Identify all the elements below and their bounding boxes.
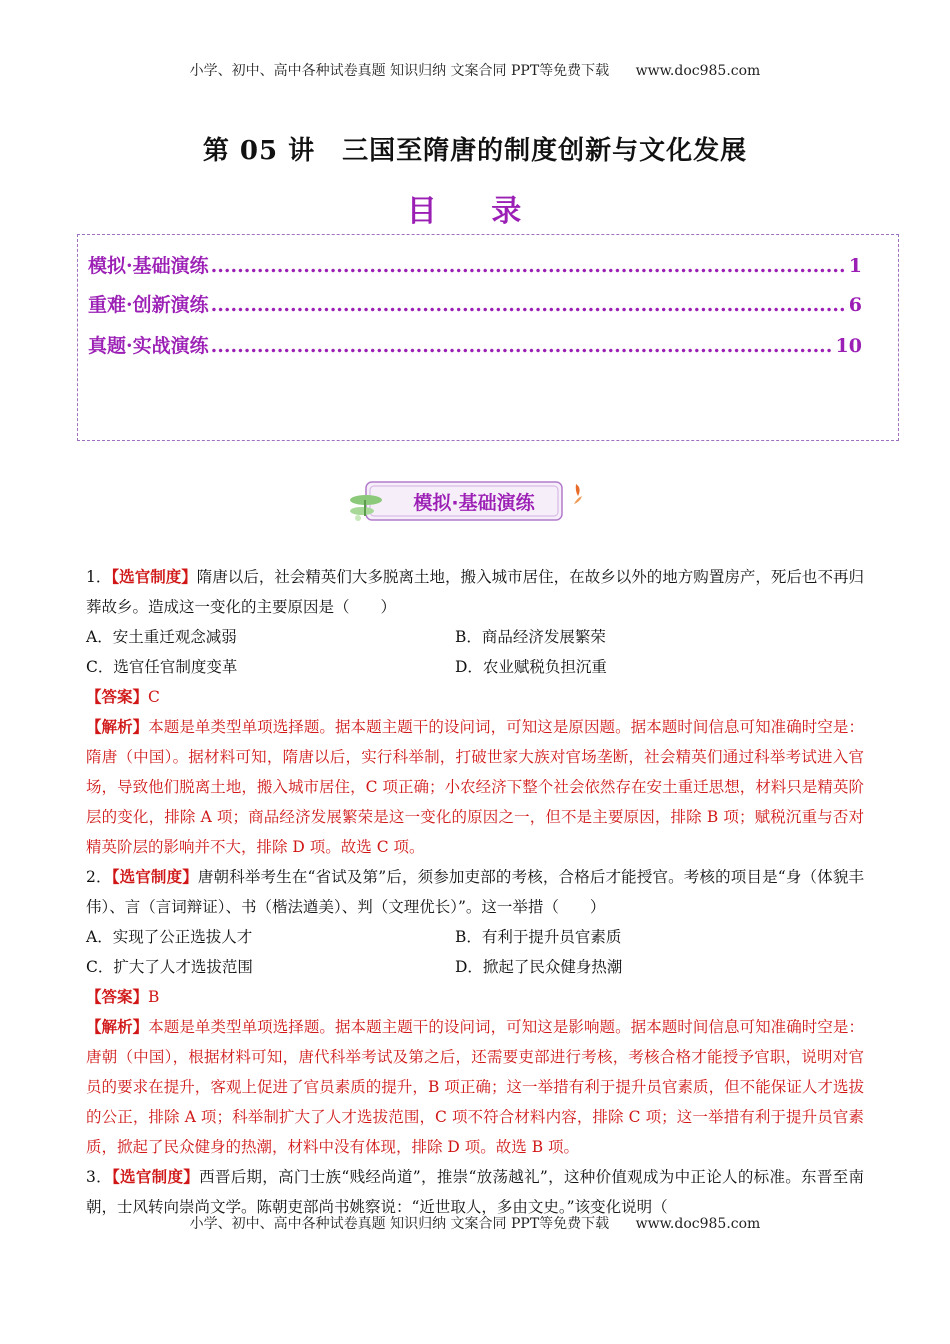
- table-of-contents: [77, 234, 899, 441]
- footer-text: 小学、初中、高中各种试卷真题 知识归纳 文案合同 PPT等免费下载: [189, 1216, 610, 1232]
- toc-leader-dots: [211, 294, 846, 316]
- toc-item-label: 模拟·基础演练: [88, 255, 209, 277]
- question-text: 隋唐以后，社会精英们大多脱离土地，搬入城市居住，在故乡以外的地方购置房产，死后也不再归葬故乡。造成这一变化的主要原因是（ ）: [86, 568, 864, 616]
- question-number: 3．: [86, 1168, 112, 1186]
- option-row: [86, 952, 864, 982]
- question-stem: [86, 562, 864, 622]
- question-text: 西晋后期，高门士族“贱经尚道”，推崇“放荡越礼”，这种价值观成为中正论人的标准。东晋至南朝，士风转向崇尚文学。陈朝吏部尚书姚察说：“近世取人，多由文史。”该变化说明（: [86, 1168, 864, 1216]
- option-row: [86, 652, 864, 682]
- toc-leader-dots: [211, 255, 846, 277]
- option[interactable]: B．商品经济发展繁荣: [455, 628, 606, 646]
- question-list: [86, 562, 864, 1222]
- option[interactable]: D．掀起了民众健身热潮: [455, 958, 623, 976]
- question-tag: 【选官制度】: [111, 1167, 200, 1186]
- answer-label: 【答案】: [86, 987, 149, 1006]
- answer-label: 【答案】: [86, 687, 149, 706]
- option-row: [86, 622, 864, 652]
- toc-item[interactable]: [88, 290, 862, 317]
- option[interactable]: C．选官任官制度变革: [86, 658, 238, 676]
- toc-item-page: 1: [848, 255, 862, 277]
- toc-item-label: 重难·创新演练: [88, 294, 209, 316]
- question-text: 唐朝科举考生在“省试及第”后，须参加吏部的考核，合格后才能授官。考核的项目是“身（体貌丰伟）、言（言词辩证）、书（楷法遒美）、判（文理优长）”。这一举措（ ）: [86, 868, 864, 916]
- option[interactable]: C．扩大了人才选拔范围: [86, 958, 253, 976]
- analysis-text: 本题是单类型单项选择题。据本题主题干的设问词，可知这是影响题。据本题时间信息可知准确时空是：唐朝（中国），根据材料可知，唐代科举考试及第之后，还需要吏部进行考核，考核合格才能授予官职，说明对官员的要求在提升，客观上促进了官员素质的提升，B 项正确；这一举措有利于提升员官素质，但不能保证人才选拔的公正，排除 A 项；科举制扩大了人才选拔范围，C 项不符合材料内容，排除 C 项；这一举措有利于提升员官素质，掀起了民众健身的热潮，材料中没有体现，排除 D 项。故选 B 项。: [86, 1018, 864, 1156]
- question-tag: 【选官制度】: [111, 867, 198, 886]
- toc-heading: 目 录: [406, 194, 544, 229]
- toc-item[interactable]: [88, 251, 862, 278]
- toc-leader-dots: [211, 335, 834, 357]
- banner-label: 模拟·基础演练: [413, 492, 535, 514]
- toc-item-page: 10: [835, 335, 862, 357]
- option[interactable]: B．有利于提升员官素质: [455, 928, 622, 946]
- page-title: 第 05 讲 三国至隋唐的制度创新与文化发展: [202, 136, 748, 166]
- question-stem: [86, 862, 864, 922]
- answer-value: B: [148, 988, 160, 1006]
- analysis: [86, 1012, 864, 1162]
- page-header: [0, 60, 950, 80]
- option[interactable]: A．安土重迁观念减弱: [86, 628, 237, 646]
- option[interactable]: D．农业赋税负担沉重: [455, 658, 607, 676]
- analysis: [86, 712, 864, 862]
- option[interactable]: A．实现了公正选拔人才: [86, 928, 253, 946]
- toc-item-label: 真题·实战演练: [88, 335, 209, 357]
- section-banner: [344, 478, 594, 524]
- toc-item[interactable]: [88, 331, 862, 358]
- option-row: [86, 922, 864, 952]
- answer-line: [86, 682, 864, 712]
- answer-line: [86, 982, 864, 1012]
- footer-url[interactable]: www.doc985.com: [635, 1216, 761, 1232]
- toc-item-page: 6: [848, 294, 862, 316]
- question-number: 1．: [86, 568, 112, 586]
- analysis-text: 本题是单类型单项选择题。据本题主题干的设问词，可知这是原因题。据本题时间信息可知准确时空是：隋唐（中国）。据材料可知，隋唐以后，实行科举制，打破世家大族对官场垄断，社会精英们通过科举考试进入官场，导致他们脱离土地，搬入城市居住，C 项正确；小农经济下整个社会依然存在安土重迁思想，材料只是精英阶层的变化，排除 A 项；商品经济发展繁荣是这一变化的原因之一，但不是主要原因，排除 B 项；赋税沉重与否对精英阶层的影响并不大，排除 D 项。故选 C 项。: [86, 718, 864, 856]
- answer-value: C: [148, 688, 160, 706]
- analysis-label: 【解析】: [86, 717, 149, 736]
- question-number: 2．: [86, 868, 112, 886]
- header-url[interactable]: www.doc985.com: [635, 63, 761, 79]
- page-footer: [0, 1213, 950, 1233]
- header-text: 小学、初中、高中各种试卷真题 知识归纳 文案合同 PPT等免费下载: [189, 63, 610, 79]
- question-tag: 【选官制度】: [111, 567, 197, 586]
- analysis-label: 【解析】: [86, 1017, 149, 1036]
